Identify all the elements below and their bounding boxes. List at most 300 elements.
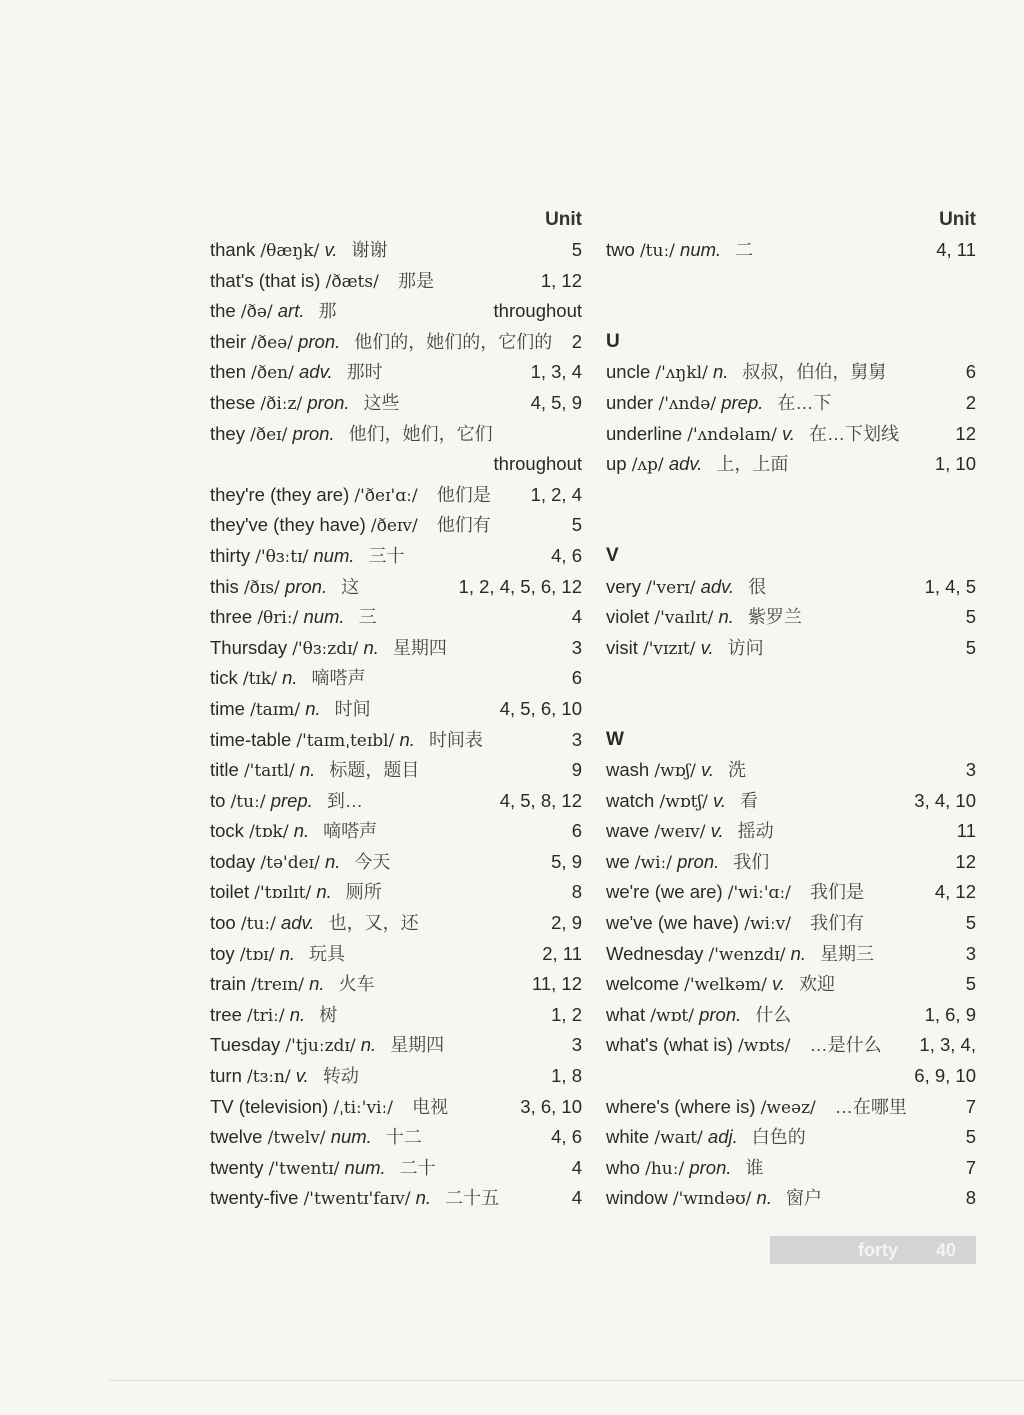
phonetic: /tɒɪ/ xyxy=(239,944,275,965)
headword: toilet xyxy=(210,881,250,903)
glossary-entry xyxy=(210,847,582,878)
entry-text xyxy=(606,1153,764,1185)
entry-text xyxy=(210,235,388,267)
entry-text xyxy=(606,1092,907,1124)
chinese-meaning: 他们是 xyxy=(436,484,491,505)
headword: this xyxy=(210,575,239,597)
headword: that's (that is) xyxy=(210,269,321,291)
part-of-speech: v. xyxy=(710,820,724,842)
glossary-column-right xyxy=(606,205,976,1214)
chinese-meaning: 三 xyxy=(358,607,377,628)
unit-numbers: 5 xyxy=(965,1126,976,1148)
glossary-entry xyxy=(606,419,976,450)
glossary-entry xyxy=(210,296,582,327)
entry-text xyxy=(210,327,552,359)
chinese-meaning: 叔叔，伯伯，舅舅 xyxy=(742,362,887,383)
page-number-bar xyxy=(770,1236,976,1264)
chinese-meaning: 火车 xyxy=(338,974,375,995)
phonetic: /wɒtʃ/ xyxy=(659,791,708,812)
unit-numbers: 3, 6, 10 xyxy=(520,1095,582,1117)
headword: we xyxy=(606,850,630,872)
spacer xyxy=(606,663,976,694)
headword: what's (what is) xyxy=(606,1034,733,1056)
headword: visit xyxy=(606,636,638,658)
phonetic: /tə'deɪ/ xyxy=(260,852,320,873)
headword: they xyxy=(210,422,245,444)
phonetic: /triː/ xyxy=(247,1005,285,1026)
part-of-speech: adv. xyxy=(280,912,315,934)
entry-text xyxy=(210,357,383,389)
glossary-entry xyxy=(210,1030,582,1061)
glossary-entry xyxy=(210,602,582,633)
unit-numbers: 1, 2, 4 xyxy=(530,483,582,505)
headword: their xyxy=(210,330,246,352)
phonetic: /waɪt/ xyxy=(654,1128,703,1149)
headword: uncle xyxy=(606,361,651,383)
part-of-speech: n. xyxy=(360,1034,377,1056)
unit-numbers: 3 xyxy=(571,636,582,658)
unit-numbers: 11, 12 xyxy=(531,973,582,995)
headword: up xyxy=(606,453,627,475)
unit-numbers: 1, 3, 4 xyxy=(530,361,582,383)
unit-numbers: 4, 6 xyxy=(551,544,582,566)
headword: white xyxy=(606,1126,650,1148)
phonetic: /wɒʃ/ xyxy=(654,761,696,782)
headword: wave xyxy=(606,820,650,842)
glossary-entry xyxy=(606,633,976,664)
part-of-speech: n. xyxy=(309,973,325,995)
part-of-speech: v. xyxy=(782,422,796,444)
glossary-entry xyxy=(210,725,582,756)
glossary-entry xyxy=(606,1000,976,1031)
chinese-meaning: 星期四 xyxy=(390,1035,445,1056)
spacer xyxy=(606,296,976,327)
part-of-speech: num. xyxy=(680,239,722,260)
headword: twelve xyxy=(210,1126,263,1148)
unit-numbers: 12 xyxy=(955,422,976,444)
unit-numbers: 2 xyxy=(965,391,976,413)
unit-numbers: throughout xyxy=(493,300,582,322)
part-of-speech: pron. xyxy=(292,422,335,444)
section-letter-u: U xyxy=(606,330,620,352)
unit-numbers: 5 xyxy=(571,239,582,260)
phonetic: /ˌtiː'viː/ xyxy=(333,1097,393,1118)
phonetic: /'θɜːzdɪ/ xyxy=(292,638,359,659)
unit-numbers: 4, 5, 8, 12 xyxy=(499,789,582,811)
chinese-meaning: 树 xyxy=(319,1004,338,1025)
headword: welcome xyxy=(606,973,679,995)
entry-text xyxy=(210,908,419,940)
phonetic: /'ðeɪ'ɑː/ xyxy=(354,485,418,506)
chinese-meaning: 转动 xyxy=(322,1066,359,1087)
unit-numbers: 12 xyxy=(955,850,976,872)
unit-numbers: 3 xyxy=(571,1034,582,1056)
part-of-speech: num. xyxy=(313,544,355,566)
glossary-entry xyxy=(210,633,582,664)
glossary-entry xyxy=(210,266,582,297)
entry-text xyxy=(606,449,788,481)
unit-numbers: 3 xyxy=(965,759,976,781)
glossary-entry xyxy=(606,877,976,908)
headword: the xyxy=(210,300,236,322)
entry-text xyxy=(606,235,753,267)
glossary-entry-continuation xyxy=(210,449,582,480)
entry-text xyxy=(606,357,886,389)
phonetic: /ðeɪ/ xyxy=(250,424,288,445)
phonetic: /'ʌndəlaɪn/ xyxy=(687,424,777,445)
headword: we're (we are) xyxy=(606,881,723,903)
phonetic: /'ʌndə/ xyxy=(658,393,717,414)
entry-text xyxy=(210,816,377,848)
unit-numbers: 6, 9, 10 xyxy=(914,1065,976,1087)
entry-text xyxy=(210,969,375,1001)
part-of-speech: adj. xyxy=(707,1126,738,1148)
part-of-speech: n. xyxy=(289,1003,306,1025)
headword: window xyxy=(606,1187,668,1209)
glossary-entry xyxy=(210,816,582,847)
phonetic: /'tɒɪlɪt/ xyxy=(254,883,312,904)
glossary-entry xyxy=(210,1122,582,1153)
headword: two xyxy=(606,239,635,260)
headword: Wednesday xyxy=(606,942,704,964)
chinese-meaning: 我们 xyxy=(733,851,770,872)
phonetic: /tɒk/ xyxy=(249,822,289,843)
entry-text xyxy=(606,969,835,1001)
unit-numbers: 1, 2 xyxy=(551,1003,582,1025)
glossary-entry xyxy=(606,235,976,266)
unit-numbers: 1, 10 xyxy=(934,453,976,475)
glossary-entry xyxy=(210,1092,582,1123)
chinese-meaning: 二十五 xyxy=(445,1188,500,1209)
unit-numbers: 1, 12 xyxy=(540,269,582,291)
glossary-entry xyxy=(210,694,582,725)
chinese-meaning: 窗户 xyxy=(785,1188,822,1209)
headword: who xyxy=(606,1156,640,1178)
phonetic: /ʌp/ xyxy=(631,455,664,476)
entry-text xyxy=(210,510,491,542)
unit-numbers: 5 xyxy=(965,606,976,628)
part-of-speech: n. xyxy=(305,697,321,719)
phonetic: /ðæts/ xyxy=(325,271,379,292)
unit-numbers: 3 xyxy=(571,728,582,750)
glossary-column-left xyxy=(210,205,582,1214)
phonetic: /tuː/ xyxy=(240,914,276,935)
phonetic: /'θɜːtɪ/ xyxy=(255,546,309,567)
entry-text xyxy=(606,633,764,665)
phonetic: /ðeɪv/ xyxy=(370,516,418,537)
entry-text xyxy=(210,694,371,726)
phonetic: /tuː/ xyxy=(230,791,266,812)
phonetic: /wiːv/ xyxy=(744,914,792,935)
glossary-entry xyxy=(210,969,582,1000)
glossary-entry xyxy=(210,939,582,970)
headword: we've (we have) xyxy=(606,912,740,934)
chinese-meaning: …是什么 xyxy=(809,1035,882,1056)
chinese-meaning: 到… xyxy=(326,790,363,811)
chinese-meaning: 谢谢 xyxy=(351,240,388,260)
part-of-speech: num. xyxy=(330,1126,372,1148)
unit-numbers: 2, 9 xyxy=(551,912,582,934)
glossary-entry-continuation xyxy=(606,1061,976,1092)
headword: wash xyxy=(606,759,650,781)
glossary-entry xyxy=(210,327,582,358)
glossary-entry xyxy=(210,541,582,572)
headword: these xyxy=(210,391,256,413)
entry-text xyxy=(606,419,899,451)
glossary-entry xyxy=(210,908,582,939)
part-of-speech: n. xyxy=(718,606,734,628)
entry-text xyxy=(210,1122,422,1154)
unit-numbers: 1, 3, 4, xyxy=(919,1034,976,1056)
glossary-entry xyxy=(210,357,582,388)
glossary-entry xyxy=(210,1000,582,1031)
chinese-meaning: 玩具 xyxy=(309,943,346,964)
headword: time-table xyxy=(210,728,292,750)
unit-numbers: 8 xyxy=(571,881,582,903)
headword: where's (where is) xyxy=(606,1095,756,1117)
glossary-entry xyxy=(210,1183,582,1214)
glossary-entry xyxy=(606,908,976,939)
phonetic: /huː/ xyxy=(645,1158,685,1179)
glossary-entry xyxy=(210,1061,582,1092)
chinese-meaning: 我们是 xyxy=(810,882,865,903)
headword: Tuesday xyxy=(210,1034,281,1056)
chinese-meaning: 紫罗兰 xyxy=(747,607,802,628)
glossary-entry xyxy=(210,755,582,786)
chinese-meaning: 什么 xyxy=(755,1004,792,1025)
part-of-speech: n. xyxy=(324,850,341,872)
entry-text xyxy=(210,725,483,757)
spacer xyxy=(606,480,976,511)
part-of-speech: num. xyxy=(303,606,345,628)
phonetic: /ðiːz/ xyxy=(260,393,303,414)
phonetic: /'taɪtl/ xyxy=(243,761,295,782)
chinese-meaning: 标题，题目 xyxy=(329,760,420,781)
unit-numbers: 1, 6, 9 xyxy=(924,1003,976,1025)
entry-text xyxy=(606,786,758,818)
chinese-meaning: 时间表 xyxy=(428,729,483,750)
chinese-meaning: 嘀嗒声 xyxy=(311,668,366,689)
entry-text xyxy=(210,663,366,695)
chinese-meaning: 摇动 xyxy=(737,821,774,842)
unit-numbers: 11 xyxy=(956,820,976,842)
headword: today xyxy=(210,850,256,872)
part-of-speech: v. xyxy=(712,789,726,811)
phonetic: /'vɪzɪt/ xyxy=(643,638,696,659)
entry-text xyxy=(606,388,831,420)
chinese-meaning: 很 xyxy=(748,576,767,597)
unit-numbers: 1, 4, 5 xyxy=(924,575,976,597)
headword: watch xyxy=(606,789,655,811)
headword: to xyxy=(210,789,226,811)
entry-text xyxy=(210,847,390,879)
glossary-entry xyxy=(606,1153,976,1184)
glossary-entry xyxy=(210,1153,582,1184)
glossary-entry xyxy=(210,663,582,694)
phonetic: /wiː/ xyxy=(634,852,672,873)
unit-numbers: 6 xyxy=(571,820,582,842)
glossary-entry xyxy=(210,877,582,908)
phonetic: /tɪk/ xyxy=(242,669,277,690)
entry-text xyxy=(210,388,400,420)
entry-text xyxy=(210,1030,444,1062)
chinese-meaning: …在哪里 xyxy=(834,1096,907,1117)
section-letter-w: W xyxy=(606,728,624,750)
chinese-meaning: 洗 xyxy=(728,760,747,781)
unit-numbers: 4, 11 xyxy=(936,239,976,260)
unit-numbers: throughout xyxy=(493,453,582,475)
glossary-entry xyxy=(210,786,582,817)
chinese-meaning: 那是 xyxy=(397,270,434,291)
unit-numbers: 8 xyxy=(965,1187,976,1209)
part-of-speech: v. xyxy=(700,636,714,658)
unit-numbers: 1, 2, 4, 5, 6, 12 xyxy=(458,575,582,597)
entry-text xyxy=(606,877,864,909)
entry-text xyxy=(210,1092,448,1124)
part-of-speech: n. xyxy=(282,667,298,689)
phonetic: /ðɪs/ xyxy=(243,577,280,598)
glossary-entry xyxy=(210,235,582,266)
phonetic: /wɒt/ xyxy=(650,1005,694,1026)
headword: tock xyxy=(210,820,244,842)
glossary-entry xyxy=(606,755,976,786)
phonetic: /'twentɪ/ xyxy=(268,1158,340,1179)
chinese-meaning: 三十 xyxy=(368,545,405,566)
part-of-speech: adv. xyxy=(668,453,703,475)
glossary-entry xyxy=(210,480,582,511)
entry-text xyxy=(606,1122,806,1154)
part-of-speech: prep. xyxy=(270,789,313,811)
headword: TV (television) xyxy=(210,1095,329,1117)
headword: very xyxy=(606,575,641,597)
headword: turn xyxy=(210,1065,242,1087)
chinese-meaning: 那 xyxy=(318,301,337,322)
headword: twenty xyxy=(210,1156,264,1178)
entry-text xyxy=(606,939,874,971)
part-of-speech: n. xyxy=(316,881,332,903)
glossary-entry xyxy=(606,357,976,388)
entry-text xyxy=(210,1183,499,1215)
headword: twenty-five xyxy=(210,1187,299,1209)
part-of-speech: adv. xyxy=(700,575,735,597)
headword: three xyxy=(210,606,253,628)
chinese-meaning: 二 xyxy=(735,240,754,260)
entry-text xyxy=(210,1000,337,1032)
part-of-speech: adv. xyxy=(299,361,333,383)
part-of-speech: art. xyxy=(277,300,305,322)
entry-text xyxy=(210,480,491,512)
entry-text xyxy=(210,419,493,451)
phonetic: /weɪv/ xyxy=(654,822,706,843)
chinese-meaning: 欢迎 xyxy=(798,974,835,995)
phonetic: /ðen/ xyxy=(251,363,294,384)
entry-text xyxy=(606,602,802,634)
headword: they've (they have) xyxy=(210,514,366,536)
glossary-entry xyxy=(606,816,976,847)
phonetic: /'twentɪ'faɪv/ xyxy=(303,1189,411,1210)
phonetic: /weəz/ xyxy=(760,1097,816,1118)
headword: title xyxy=(210,759,239,781)
page-number: 40 xyxy=(936,1240,957,1260)
entry-text xyxy=(210,1153,436,1185)
part-of-speech: pron. xyxy=(284,575,328,597)
glossary-entry xyxy=(606,1030,976,1061)
chinese-meaning: 厕所 xyxy=(345,882,382,903)
entry-text xyxy=(210,541,405,573)
unit-numbers: 3 xyxy=(965,942,976,964)
headword: Thursday xyxy=(210,636,288,658)
unit-numbers: 5 xyxy=(571,514,582,536)
unit-numbers: 4 xyxy=(571,1187,582,1209)
chinese-meaning: 电视 xyxy=(412,1096,449,1117)
chinese-meaning: 在…下 xyxy=(777,392,832,413)
unit-numbers: 7 xyxy=(965,1156,976,1178)
glossary-entry xyxy=(606,602,976,633)
entry-text xyxy=(606,847,769,879)
part-of-speech: n. xyxy=(790,942,807,964)
chinese-meaning: 白色的 xyxy=(751,1127,806,1148)
entry-text xyxy=(606,1000,791,1032)
chinese-meaning: 今天 xyxy=(354,851,391,872)
chinese-meaning: 星期四 xyxy=(392,637,447,658)
unit-numbers: 4, 5, 9 xyxy=(530,391,582,413)
unit-numbers: 5 xyxy=(965,636,976,658)
unit-numbers: 1, 8 xyxy=(551,1065,582,1087)
glossary-entry xyxy=(606,1122,976,1153)
part-of-speech: n. xyxy=(293,820,310,842)
glossary-entry xyxy=(210,419,582,450)
part-of-speech: v. xyxy=(701,759,715,781)
phonetic: /'wenzdɪ/ xyxy=(708,944,786,965)
headword: under xyxy=(606,391,654,413)
unit-numbers: 5 xyxy=(965,912,976,934)
page-number-word: forty xyxy=(858,1240,898,1260)
phonetic: /ðeə/ xyxy=(251,332,293,353)
glossary-entry xyxy=(606,847,976,878)
glossary-entry xyxy=(606,939,976,970)
spacer xyxy=(606,266,976,297)
entry-text xyxy=(606,816,774,848)
headword: thank xyxy=(210,239,256,260)
entry-text xyxy=(606,755,746,787)
spacer xyxy=(606,510,976,541)
headword: thirty xyxy=(210,544,251,566)
glossary-entry xyxy=(606,786,976,817)
phonetic: /wɒts/ xyxy=(738,1036,791,1057)
unit-column-header: Unit xyxy=(939,209,976,230)
unit-numbers: 4 xyxy=(571,606,582,628)
phonetic: /'welkəm/ xyxy=(684,975,767,996)
entry-text xyxy=(606,1183,822,1215)
phonetic: /'ʌŋkl/ xyxy=(655,363,708,384)
entry-text xyxy=(210,296,337,328)
glossary-entry xyxy=(606,1183,976,1214)
chinese-meaning: 二十 xyxy=(399,1157,436,1178)
chinese-meaning: 在…下划线 xyxy=(809,423,900,444)
phonetic: /'vaɪlɪt/ xyxy=(654,608,714,629)
entry-text xyxy=(606,1030,882,1062)
chinese-meaning: 看 xyxy=(739,790,758,811)
chinese-meaning: 他们，她们，它们 xyxy=(348,423,493,444)
headword: toy xyxy=(210,942,235,964)
headword: underline xyxy=(606,422,683,444)
entry-text xyxy=(606,572,766,604)
unit-numbers: 9 xyxy=(571,759,582,781)
unit-numbers: 5 xyxy=(965,973,976,995)
phonetic: /'verɪ/ xyxy=(646,577,696,598)
unit-numbers: 6 xyxy=(571,667,582,689)
entry-text xyxy=(210,266,434,298)
